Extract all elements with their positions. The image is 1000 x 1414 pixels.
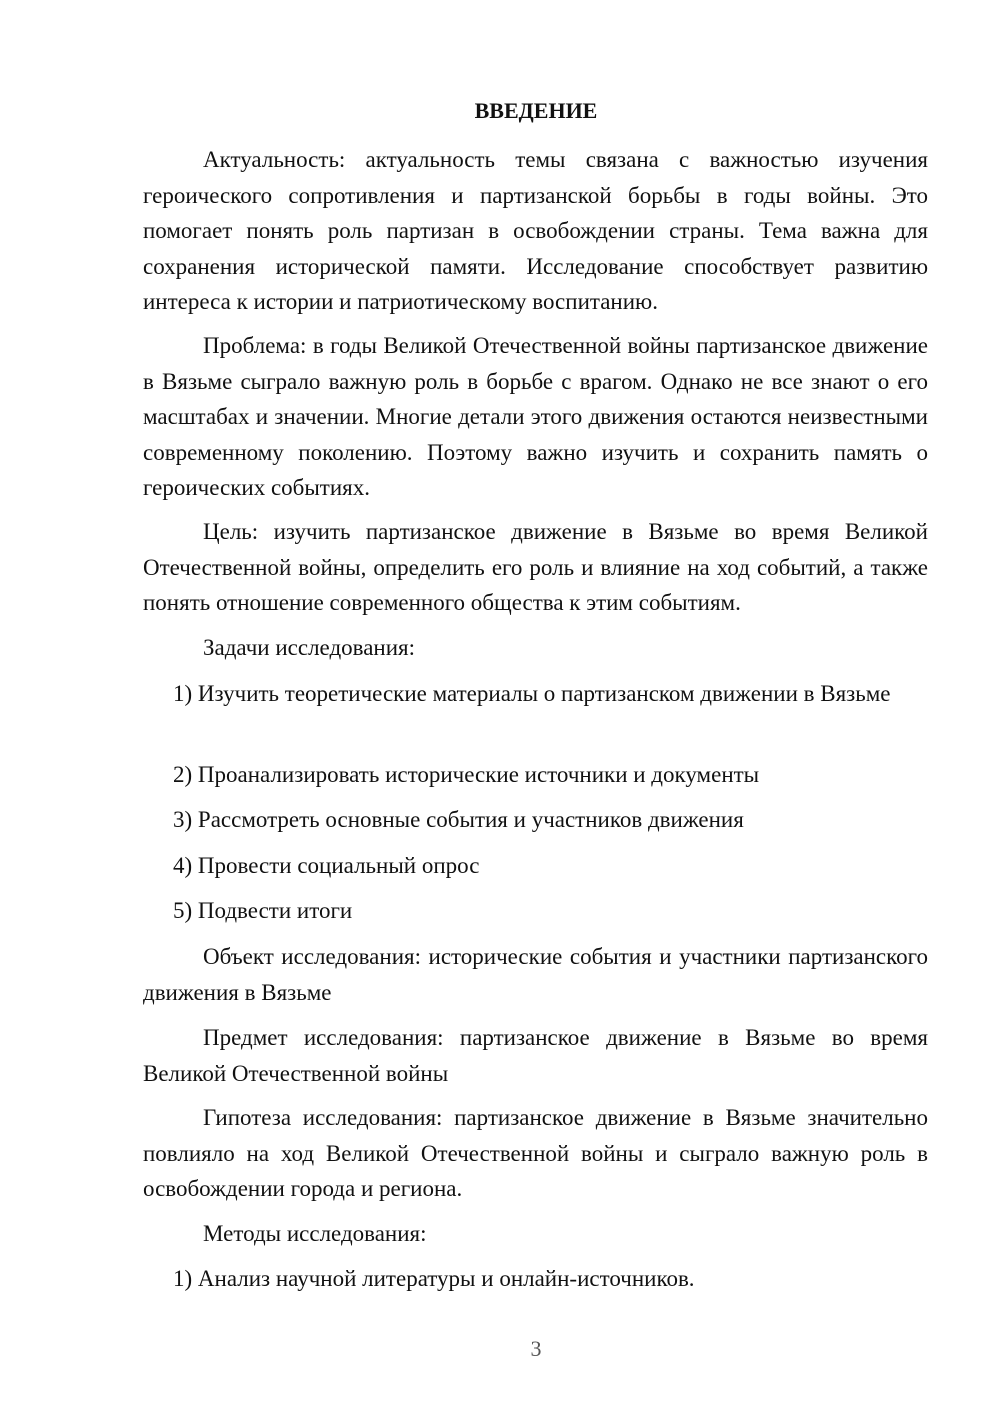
task-item-3: 3) Рассмотреть основные события и участников движения (173, 807, 744, 832)
task-item-2: 2) Проанализировать исторические источники и документы (173, 762, 760, 787)
object-paragraph: Объект исследования: исторические события и участники партизанского движения в Вязьме (143, 944, 928, 1005)
page-number: 3 (530, 1336, 542, 1361)
task-item-4: 4) Провести социальный опрос (173, 853, 480, 878)
relevance-paragraph: Актуальность: актуальность темы связана с важностью изучения героического сопротивления и партизанской борьбы в годы войны. Это помогает понять роль партизан в освобождении страны. Тема важна для сохранения исторической памяти. Исследование способствует развитию интереса к истории и патриотическому воспитанию. (143, 147, 928, 314)
tasks-heading: Задачи исследования: (203, 635, 416, 660)
goal-paragraph: Цель: изучить партизанское движение в Вязьме во время Великой Отечественной войны, определить его роль и влияние на ход событий, а также понять отношение современного общества к этим событиям. (143, 519, 928, 615)
section-heading: ВВЕДЕНИЕ (474, 98, 598, 123)
task-item-5: 5) Подвести итоги (173, 898, 353, 923)
problem-paragraph: Проблема: в годы Великой Отечественной войны партизанское движение в Вязьме сыграло важную роль в борьбе с врагом. Однако не все знают о его масштабах и значении. Многие детали этого движения остаются неизвестными современному поколению. Поэтому важно изучить и сохранить память о героических событиях. (143, 333, 928, 500)
methods-heading: Методы исследования: (203, 1221, 427, 1246)
method-item-1: 1) Анализ научной литературы и онлайн-источников. (173, 1266, 695, 1291)
hypothesis-paragraph: Гипотеза исследования: партизанское движение в Вязьме значительно повлияло на ход Великой Отечественной войны и сыграло важную роль в освобождении города и региона. (143, 1105, 928, 1201)
subject-paragraph: Предмет исследования: партизанское движение в Вязьме во время Великой Отечественной войны (143, 1025, 928, 1086)
task-item-1: 1) Изучить теоретические материалы о партизанском движении в Вязьме (173, 681, 891, 706)
